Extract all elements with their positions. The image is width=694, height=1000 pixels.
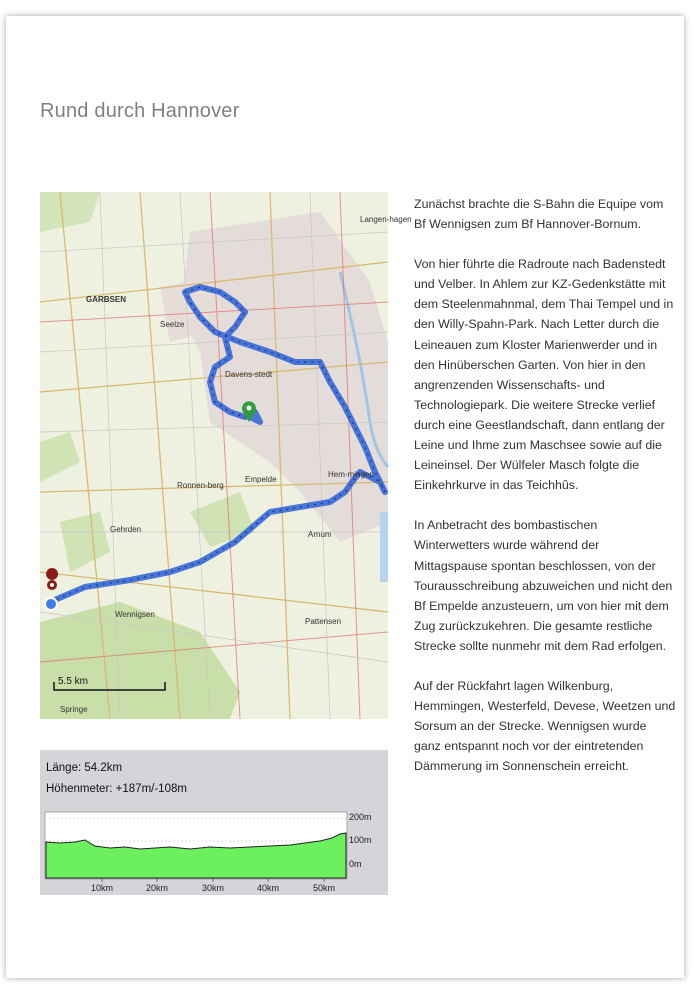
place-label: Springe bbox=[60, 705, 88, 714]
place-label: Davens-stedt bbox=[225, 370, 273, 379]
paragraph: Zunächst brachte die S-Bahn die Equipe vom Bf Wennigsen zum Bf Hannover-Bornum. bbox=[414, 197, 664, 232]
elevation-profile bbox=[40, 750, 388, 895]
paragraph: In Anbetracht des bombastischen Winterwetters wurde während der Mittagspause spontan beschlossen, von der Tourausschreibung abzuweichen und nicht den Bf Empelde anzusteuern, um von hier mit dem Zug zurückzukehren. Die gesamte restliche Strecke sollte nunmehr mit dem Rad erfolgen. bbox=[414, 518, 673, 653]
place-label: Pattensen bbox=[305, 617, 342, 626]
place-label: Langen-hagen bbox=[360, 215, 412, 224]
elevation-gain: Höhenmeter: +187m/-108m bbox=[46, 783, 187, 795]
x-tick-label: 10km bbox=[90, 883, 114, 893]
x-tick-label: 50km bbox=[312, 883, 336, 893]
x-tick-label: 30km bbox=[201, 883, 225, 893]
x-tick-label: 20km bbox=[145, 883, 169, 893]
place-label: Hem-mingen bbox=[328, 470, 374, 479]
place-label: Ronnen-berg bbox=[177, 481, 224, 490]
y-tick-label: 200m bbox=[349, 812, 372, 822]
route-length: Länge: 54.2km bbox=[46, 762, 123, 774]
place-label: Arnum bbox=[308, 530, 332, 539]
x-tick-label: 40km bbox=[256, 883, 280, 893]
paragraph: Auf der Rückfahrt lagen Wilkenburg, Hemmingen, Westerfeld, Devese, Weetzen und Sorsum an der Strecke. Wennigsen wurde ganz entspannt noch vor der eintretenden Dämmerung im Sonnenschein erreicht. bbox=[414, 678, 676, 774]
y-tick-label: 100m bbox=[349, 835, 372, 845]
route-map[interactable] bbox=[40, 192, 412, 719]
place-label: Wennigsen bbox=[115, 610, 155, 619]
y-tick-label: 0m bbox=[349, 859, 362, 869]
place-label: Gehrden bbox=[110, 525, 142, 534]
place-label: GARBSEN bbox=[86, 295, 127, 304]
start-marker-icon[interactable] bbox=[45, 598, 57, 610]
paragraph: Von hier führte die Radroute nach Badenstedt und Velber. In Ahlem zur KZ-Gedenkstätte mit dem Steelenmahnmal, dem Thai Tempel und in den Willy-Spahn-Park. Nach Letter durch die Leineauen zum Kloster Marienwerder und in den Hinüberschen Garten. Von hier in den angrenzenden Wissenschafts- und Technologiepark. Die weitere Strecke verlief durch eine Geestlandschaft, dann entlang der Leine und Ihme zum Maschsee sowie auf die Leineinsel. Der Wülfeler Masch folgte die Einkehrkurve in das Teichhûs. bbox=[414, 257, 674, 493]
page-title: Rund durch Hannover bbox=[40, 100, 240, 122]
article-text bbox=[414, 194, 676, 796]
place-label: Seelze bbox=[160, 320, 185, 329]
scale-label: 5.5 km bbox=[58, 676, 89, 687]
place-label: Empelde bbox=[245, 475, 277, 484]
page bbox=[6, 16, 684, 978]
